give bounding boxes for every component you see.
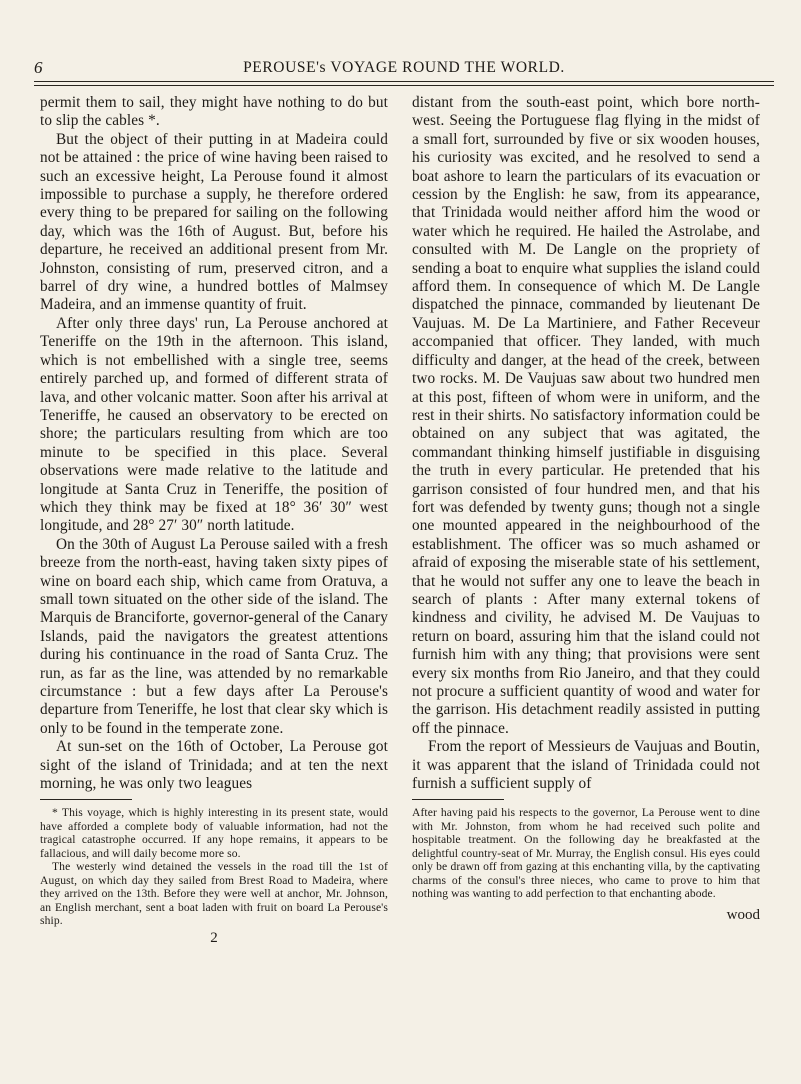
body-paragraph: distant from the south-east point, which bore north-west. Seeing the Portuguese flag flying in the midst of a small fort, surrounded by five or six wooden houses, his curiosity was excited, and he resolved to send a boat ashore to learn the particulars of its evacuation or cession by the English: he saw, from its appearance, that Trinidada would neither afford him the wood or water which he required. He hailed the Astrolabe, and consulted with M. De Langle on the propriety of sending a boat to enquire what supplies the island could afford them. In consequence of which M. De Langle dispatched the pinnace, commanded by lieutenant De Vaujuas. M. De La Martiniere, and Father Receveur accompanied that officer. They landed, with much difficulty and danger, at the head of the creek, between two rocks. M. De Vaujuas saw about two hundred men at this post, fifteen of whom were in uniform, and the rest in their shirts. No satisfactory information could be obtained on any subject that was agitated, the commandant thinking himself justifiable in disguising the truth in every particular. He pretended that his garrison consisted of four hundred men, and that his fort was defended by twenty guns; though not a single one mounted appeared in the neighbourhood of the establishment. The officer was so much ashamed or afraid of exposing the miserable state of his settlement, that he would not suffer any one to leave the beach in search of plants : After many external tokens of kindness and civility, he advised M. De Vaujuas to return on board, assuring him that the island could not furnish him with any thing; that provisions were sent every six months from Rio Janeiro, and that they could not procure a sufficient quantity of wood and water for the garrison. His detachment readily assisted in putting off the pinnace. bbox=[412, 94, 760, 737]
signature-mark: 2 bbox=[210, 929, 218, 946]
footnote: The westerly wind detained the vessels in the road till the 1st of August, on which day they sailed from Brest Road to Madeira, where they arrived on the 13th. Before they were well at anchor, Mr. Johnson, an English merchant, sent a boat laden with fruit on board La Perouse's ship. bbox=[40, 860, 388, 928]
footnote-rule bbox=[40, 799, 132, 800]
body-paragraph: After only three days' run, La Perouse anchored at Teneriffe on the 19th in the afternoon. This island, which is not embellished with a single tree, seems entirely parched up, and formed of different strata of lava, and other volcanic matter. Soon after his arrival at Teneriffe, he caused an observatory to be erected on shore; the particulars resulting from which are too minute to be specified in this place. Several observations were made relative to the latitude and longitude at Santa Cruz in Teneriffe, the position of which they think may be fixed at 18° 36′ 30″ west longitude, and 28° 27′ 30″ north latitude. bbox=[40, 314, 388, 535]
page-number: 6 bbox=[34, 58, 43, 77]
right-column bbox=[412, 94, 760, 924]
header-rule bbox=[34, 81, 774, 82]
running-head: PEROUSE's VOYAGE ROUND THE WORLD. bbox=[243, 59, 565, 76]
body-paragraph: At sun-set on the 16th of October, La Perouse got sight of the island of Trinidada; and at ten the next morning, he was only two leagues bbox=[40, 738, 388, 793]
catchword: wood bbox=[726, 906, 760, 923]
header-rule-thin bbox=[34, 85, 774, 86]
footnote-rule bbox=[412, 799, 504, 800]
body-paragraph: On the 30th of August La Perouse sailed with a fresh breeze from the north-east, having taken sixty pipes of wine on board each ship, which came from Oratuva, a small town situated on the other side of the island. The Marquis de Branciforte, governor-general of the Canary Islands, paid the navigators the greatest attentions during his continuance in the road of Santa Cruz. The run, as far as the line, was attended by no remarkable circumstance : but a few days after La Perouse's departure from Teneriffe, he lost that clear sky which is only to be found in the temperate zone. bbox=[40, 535, 388, 737]
body-paragraph: From the report of Messieurs de Vaujuas and Boutin, it was apparent that the island of Trinidada could not furnish a sufficient supply of bbox=[412, 738, 760, 793]
page-header bbox=[34, 58, 774, 84]
footnote: * This voyage, which is highly interesting in its present state, would have afforded a complete body of valuable information, had not the tragical catastrophe occurred. If any hope remains, it appears to be fallacious, and will daily become more so. bbox=[40, 806, 388, 860]
body-paragraph: But the object of their putting in at Madeira could not be attained : the price of wine having been raised to such an excessive height, La Perouse found it almost impossible to purchase a supply, he therefore ordered every thing to be prepared for sailing on the following day, which was the 16th of August. But, before his departure, he received an additional present from Mr. Johnston, consisting of rum, preserved citron, and a barrel of dry wine, a hundred bottles of Malmsey Madeira, and an immense quantity of fruit. bbox=[40, 130, 388, 314]
body-paragraph: permit them to sail, they might have nothing to do but to slip the cables *. bbox=[40, 94, 388, 130]
footnotes bbox=[412, 806, 760, 901]
footnote: After having paid his respects to the governor, La Perouse went to dine with Mr. Johnston, from whom he had received such polite and hospitable treatment. On the following day he breakfasted at the delightful country-seat of Mr. Murray, the English consul. His eyes could only be drawn off from gazing at this enchanting villa, by the captivating charms of the consul's three nieces, who came to prove to him that nothing was wanting to add perfection to that enchanting abode. bbox=[412, 806, 760, 901]
left-column bbox=[40, 94, 388, 947]
footnotes bbox=[40, 806, 388, 928]
